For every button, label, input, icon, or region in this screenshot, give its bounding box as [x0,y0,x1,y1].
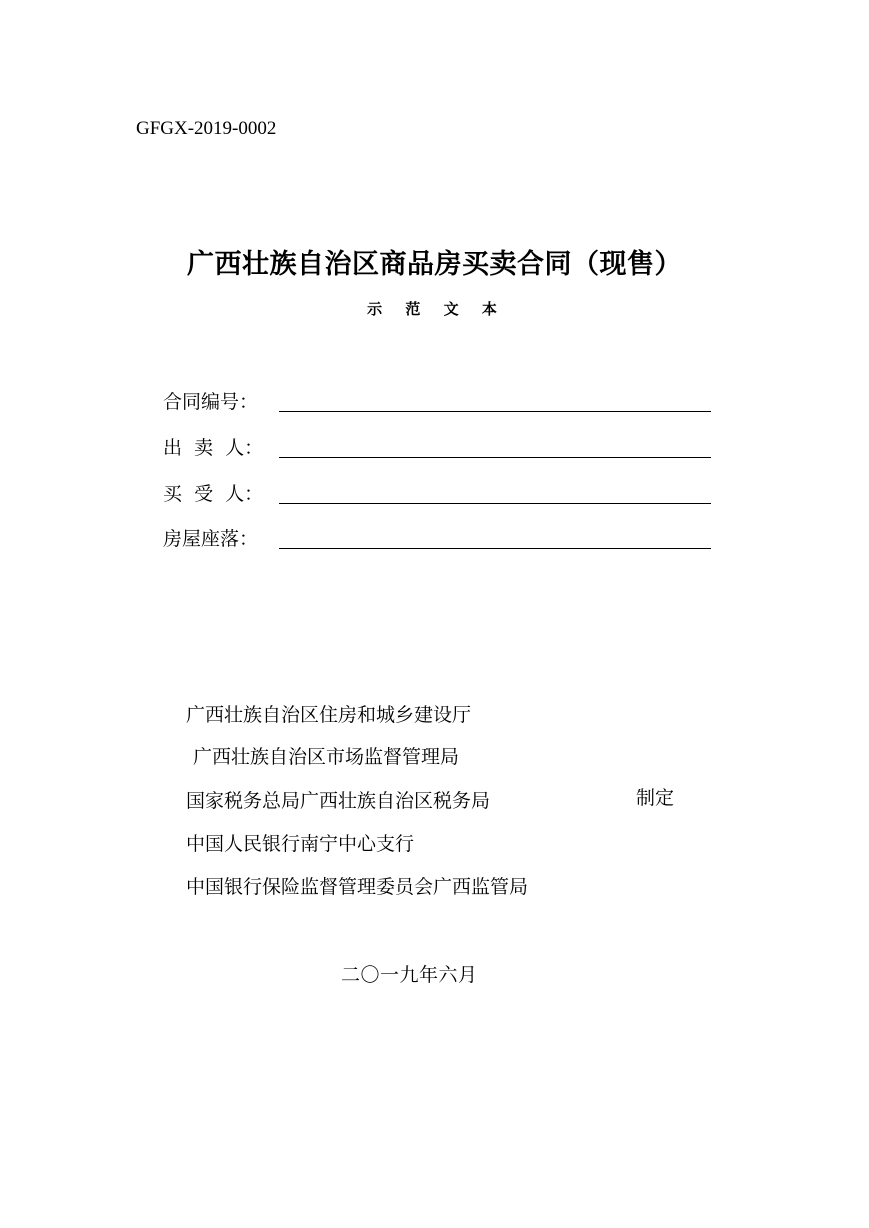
authority-market-regulation: 广西壮族自治区市场监督管理局 [193,746,460,768]
contract-number-input[interactable] [279,390,711,412]
buyer-field [163,480,711,508]
issued-label: 制定 [636,787,675,809]
property-location-label: 房屋座落： [163,528,259,550]
seller-field [163,434,711,462]
authority-housing: 广西壮族自治区住房和城乡建设厅 [186,704,472,726]
property-location-input[interactable] [279,527,711,549]
authority-central-bank: 中国人民银行南宁中心支行 [186,833,415,855]
buyer-label: 买 受 人： [163,483,264,505]
seller-input[interactable] [279,436,711,458]
document-subtitle: 示 范 文 本 [367,300,506,318]
authority-banking-insurance: 中国银行保险监督管理委员会广西监管局 [186,876,529,898]
authority-tax: 国家税务总局广西壮族自治区税务局 [186,790,491,812]
seller-label: 出 卖 人： [163,437,264,459]
issue-date: 二〇一九年六月 [341,964,478,986]
document-code: GFGX-2019-0002 [136,118,277,139]
property-location-field [163,525,711,553]
buyer-input[interactable] [279,482,711,504]
contract-number-label: 合同编号： [163,391,259,413]
contract-number-field [163,388,711,416]
document-title: 广西壮族自治区商品房买卖合同（现售） [187,249,682,280]
